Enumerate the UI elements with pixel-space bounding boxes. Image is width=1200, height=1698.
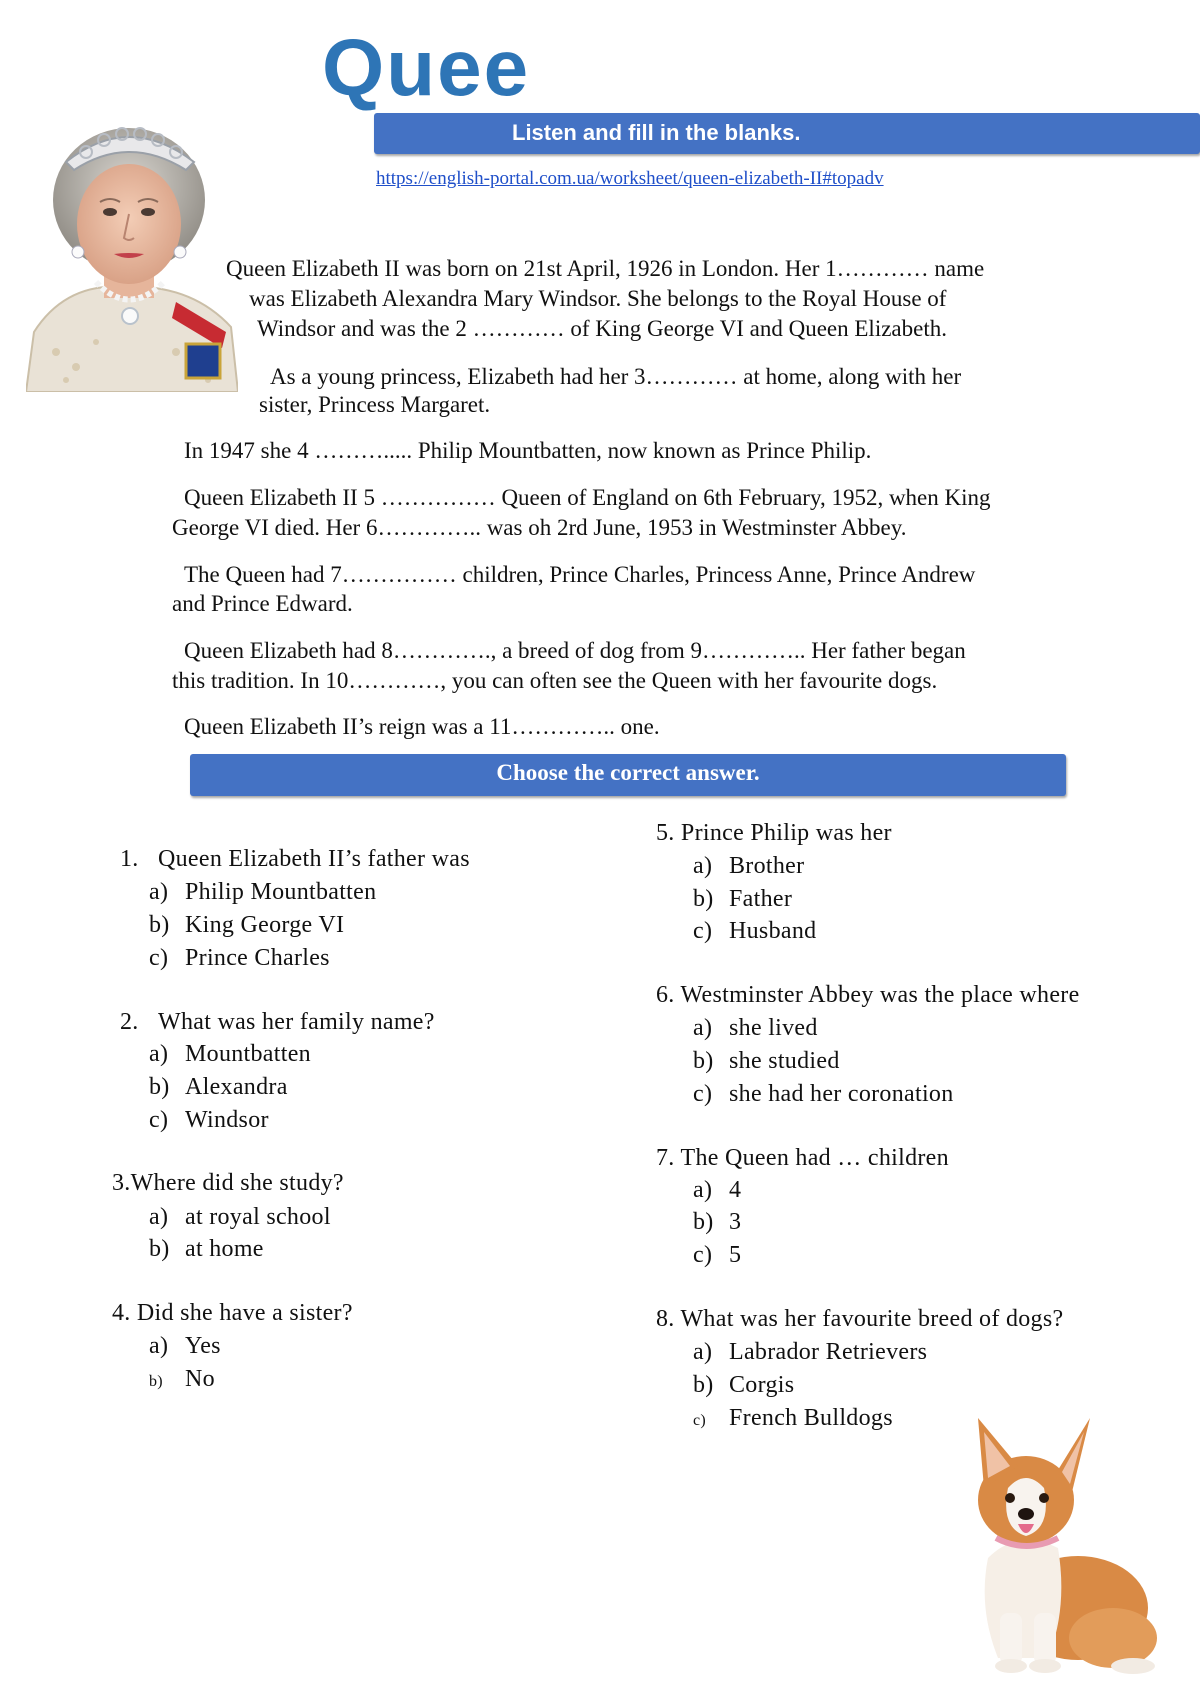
passage-line: Queen Elizabeth had 8…………., a breed of dog from 9………….. Her father began <box>184 638 966 663</box>
passage-line: Queen Elizabeth II 5 …………… Queen of England on 6th February, 1952, when King <box>184 485 991 510</box>
passage-line: Windsor and was the 2 ………… of King George VI and Queen Elizabeth. <box>257 316 947 341</box>
answer-option[interactable]: b) Father <box>693 886 793 912</box>
answer-option[interactable]: b) 3 <box>693 1209 742 1235</box>
answer-option[interactable]: c) Prince Charles <box>149 945 330 971</box>
passage-line: this tradition. In 10…………, you can often see the Queen with her favourite dogs. <box>172 668 938 693</box>
page-title: Quee <box>322 23 531 112</box>
answer-option[interactable]: c) she had her coronation <box>693 1081 954 1107</box>
answer-option[interactable]: b) Corgis <box>693 1372 795 1398</box>
instruction-banner <box>374 113 1200 154</box>
question-4: 4. Did she have a sister? <box>112 1300 353 1326</box>
instruction-text: Listen and fill in the blanks. <box>512 120 801 145</box>
question-7: 7. The Queen had … children <box>656 1145 949 1171</box>
passage-line: sister, Princess Margaret. <box>259 392 491 417</box>
passage-line: As a young princess, Elizabeth had her 3………… at home, along with her <box>270 364 962 389</box>
answer-option[interactable]: b) she studied <box>693 1048 840 1074</box>
answer-option[interactable]: a) at royal school <box>149 1204 331 1230</box>
section-banner <box>190 754 1066 796</box>
answer-option[interactable]: b) No <box>149 1366 215 1392</box>
question-8: 8. What was her favourite breed of dogs? <box>656 1306 1064 1332</box>
answer-option[interactable]: a) Mountbatten <box>149 1041 311 1067</box>
passage-line: and Prince Edward. <box>172 591 353 616</box>
passage-line: Queen Elizabeth II was born on 21st April, 1926 in London. Her 1………… name <box>226 256 985 281</box>
passage-line: George VI died. Her 6………….. was oh 2rd June, 1953 in Westminster Abbey. <box>172 515 907 540</box>
queen-portrait-image <box>26 112 238 392</box>
answer-option[interactable]: c) Windsor <box>149 1107 269 1133</box>
answer-option[interactable]: c) Husband <box>693 918 817 944</box>
answer-option[interactable]: b) Alexandra <box>149 1074 288 1100</box>
question-6: 6. Westminster Abbey was the place where <box>656 982 1080 1008</box>
source-link[interactable]: https://english-portal.com.ua/worksheet/queen-elizabeth-II#topadv <box>376 168 884 189</box>
corgi-dog-image <box>948 1408 1170 1676</box>
passage-line: The Queen had 7…………… children, Prince Charles, Princess Anne, Prince Andrew <box>184 562 976 587</box>
question-2: 2. What was her family name? <box>120 1009 435 1035</box>
passage-line: In 1947 she 4 ………..... Philip Mountbatten, now known as Prince Philip. <box>184 438 872 463</box>
question-5: 5. Prince Philip was her <box>656 820 892 846</box>
passage-line: Queen Elizabeth II’s reign was a 11………….. one. <box>184 714 660 739</box>
answer-option[interactable]: a) Brother <box>693 853 805 879</box>
answer-option[interactable]: a) 4 <box>693 1177 742 1203</box>
answer-option[interactable]: c) 5 <box>693 1242 742 1268</box>
section-title: Choose the correct answer. <box>496 760 760 785</box>
answer-option[interactable]: a) Labrador Retrievers <box>693 1339 928 1365</box>
answer-option[interactable]: a) Yes <box>149 1333 221 1359</box>
answer-option[interactable]: b) at home <box>149 1236 264 1262</box>
answer-option[interactable]: a) Philip Mountbatten <box>149 879 377 905</box>
question-3: 3.Where did she study? <box>112 1170 344 1196</box>
answer-option[interactable]: a) she lived <box>693 1015 818 1041</box>
passage-line: was Elizabeth Alexandra Mary Windsor. She belongs to the Royal House of <box>249 286 947 311</box>
question-1: 1. Queen Elizabeth II’s father was <box>120 846 470 872</box>
answer-option[interactable]: b) King George VI <box>149 912 345 938</box>
answer-option[interactable]: c) French Bulldogs <box>693 1405 893 1431</box>
